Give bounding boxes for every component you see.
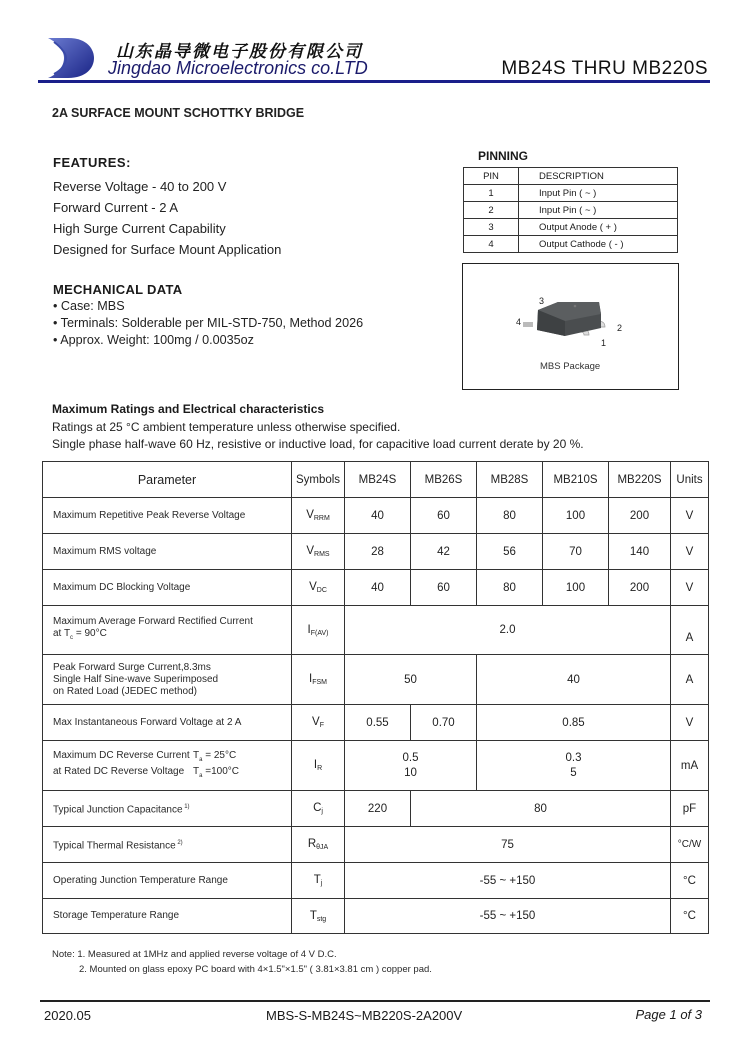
unit-cell: V xyxy=(671,498,709,534)
features-list xyxy=(53,176,281,260)
symbol-sub: R xyxy=(317,765,323,772)
pin-description: Input Pin ( ~ ) xyxy=(519,185,678,202)
param-label: Storage Temperature Range xyxy=(43,899,292,934)
value-cell: 140 xyxy=(609,534,671,570)
symbol-cell xyxy=(292,570,345,606)
company-logo-icon xyxy=(46,36,96,80)
ratings-note-2: Single phase half-wave 60 Hz, resistive or inductive load, for capacitive load current derate by 20 %. xyxy=(52,437,584,451)
condition xyxy=(193,766,239,782)
symbol-base: V xyxy=(306,509,314,521)
param-line: Single Half Sine-wave Superimposed xyxy=(53,673,219,685)
note-1: Note: 1. Measured at 1MHz and applied reverse voltage of 4 V D.C. xyxy=(52,949,337,960)
model-header: MB24S xyxy=(345,462,411,498)
symbol-cell xyxy=(292,791,345,827)
symbol-sub: RMS xyxy=(314,551,330,558)
value-cell: 40 xyxy=(345,498,411,534)
table-header-row xyxy=(43,462,709,498)
pinning-row xyxy=(464,185,678,202)
description-column-header: DESCRIPTION xyxy=(519,168,678,185)
table-row-vf xyxy=(43,705,709,741)
notes-section xyxy=(52,947,432,977)
value-cell: 56 xyxy=(477,534,543,570)
mechanical-item: • Approx. Weight: 100mg / 0.0035oz xyxy=(53,333,254,347)
symbol-cell xyxy=(292,827,345,863)
symbol-cell xyxy=(292,741,345,791)
symbol-sub: DC xyxy=(316,587,327,594)
param-text: at T xyxy=(53,628,71,639)
param-label xyxy=(43,655,292,705)
cond-text: =100°C xyxy=(202,765,239,777)
value-cell: -55 ~ +150 xyxy=(345,899,671,934)
symbol-sub: FSM xyxy=(312,679,327,686)
symbols-header: Symbols xyxy=(292,462,345,498)
mechanical-item: • Case: MBS xyxy=(53,299,125,313)
features-heading: FEATURES: xyxy=(53,155,131,170)
pin-description: Output Anode ( + ) xyxy=(519,219,678,236)
param-line xyxy=(53,628,291,644)
param-sub: c xyxy=(70,635,74,641)
unit-cell: °C/W xyxy=(671,827,709,863)
table-row-tj xyxy=(43,863,709,899)
part-range-title: MB24S THRU MB220S xyxy=(501,58,708,79)
cond-text: T xyxy=(193,749,200,761)
param-text: = 90°C xyxy=(73,628,107,639)
symbol-cell xyxy=(292,863,345,899)
value-cell: -55 ~ +150 xyxy=(345,863,671,899)
param-label xyxy=(43,827,292,863)
symbol-cell xyxy=(292,534,345,570)
value-cell: 100 xyxy=(543,570,609,606)
table-row-vrms xyxy=(43,534,709,570)
company-name-english: Jingdao Microelectronics co.LTD xyxy=(108,58,368,78)
value-cell: 50 xyxy=(345,655,477,705)
value-line: 0.3 xyxy=(565,751,582,764)
param-label xyxy=(43,606,292,655)
param-text: Typical Junction Capacitance xyxy=(53,804,183,816)
symbol-base: I xyxy=(309,673,313,685)
document-subtitle: 2A SURFACE MOUNT SCHOTTKY BRIDGE xyxy=(52,106,305,120)
unit-cell: V xyxy=(671,705,709,741)
unit-cell: A xyxy=(671,606,709,655)
symbol-cell xyxy=(292,655,345,705)
feature-item: Forward Current - 2 A xyxy=(53,200,178,215)
symbol-base: V xyxy=(309,581,317,593)
condition xyxy=(193,750,236,766)
table-row-ir xyxy=(43,741,709,791)
pin-description: Output Cathode ( - ) xyxy=(519,236,678,253)
pkg-pin-3-label: 3 xyxy=(539,296,545,306)
package-label: MBS Package xyxy=(540,361,601,372)
value-cell xyxy=(345,741,477,791)
footer-date: 2020.05 xyxy=(44,1008,91,1023)
param-line: on Rated Load (JEDEC method) xyxy=(53,685,197,697)
value-cell: 75 xyxy=(345,827,671,863)
symbol-base: I xyxy=(307,623,311,636)
unit-cell: V xyxy=(671,534,709,570)
units-header: Units xyxy=(671,462,709,498)
value-line: 5 xyxy=(570,766,577,779)
value-cell: 200 xyxy=(609,498,671,534)
value-cell: 40 xyxy=(345,570,411,606)
symbol-base: V xyxy=(312,716,320,728)
value-cell: 100 xyxy=(543,498,609,534)
value-cell: 42 xyxy=(411,534,477,570)
value-line: 10 xyxy=(404,766,417,779)
symbol-cell xyxy=(292,899,345,934)
param-label xyxy=(43,741,292,791)
unit-cell: mA xyxy=(671,741,709,791)
parameter-header: Parameter xyxy=(43,462,292,498)
param-label: Maximum DC Blocking Voltage xyxy=(43,570,292,606)
param-line xyxy=(53,766,291,782)
unit-cell: °C xyxy=(671,863,709,899)
symbol-base: R xyxy=(307,838,317,850)
footer-doc-code: MBS-S-MB24S~MB220S-2A200V xyxy=(266,1008,463,1023)
pin-number: 3 xyxy=(464,219,519,236)
symbol-base: I xyxy=(313,759,318,771)
pkg-pin-4-label: 4 xyxy=(516,317,522,327)
pin-column-header: PIN xyxy=(464,168,519,185)
mechanical-item: • Terminals: Solderable per MIL-STD-750, Method 2026 xyxy=(53,316,364,330)
value-cell: 80 xyxy=(411,791,671,827)
cond-sub: a xyxy=(199,772,203,779)
footer-page-number: Page 1 of 3 xyxy=(635,1007,702,1022)
ratings-note-1: Ratings at 25 °C ambient temperature unless otherwise specified. xyxy=(52,420,401,434)
model-header: MB28S xyxy=(477,462,543,498)
pin-description: Input Pin ( ~ ) xyxy=(519,202,678,219)
value-cell: 200 xyxy=(609,570,671,606)
unit-cell: pF xyxy=(671,791,709,827)
symbol-sub: F xyxy=(319,722,324,729)
unit-cell: A xyxy=(671,655,709,705)
model-header: MB220S xyxy=(609,462,671,498)
pin-number: 2 xyxy=(464,202,519,219)
pin-number: 4 xyxy=(464,236,519,253)
param-label xyxy=(43,791,292,827)
value-cell: 220 xyxy=(345,791,411,827)
param-label: Operating Junction Temperature Range xyxy=(43,863,292,899)
value-cell xyxy=(477,741,671,791)
table-row-ifsm xyxy=(43,655,709,705)
table-row-cj xyxy=(43,791,709,827)
value-cell: 0.70 xyxy=(411,705,477,741)
mechanical-list xyxy=(53,298,363,349)
value-cell: 60 xyxy=(411,570,477,606)
value-cell: 0.55 xyxy=(345,705,411,741)
model-header: MB210S xyxy=(543,462,609,498)
pinning-header-row xyxy=(464,168,678,185)
param-line: Maximum Average Forward Rectified Current xyxy=(53,616,253,627)
table-row-vdc xyxy=(43,570,709,606)
value-cell: 80 xyxy=(477,570,543,606)
param-label: Maximum Repetitive Peak Reverse Voltage xyxy=(43,498,292,534)
footer-divider xyxy=(40,1000,710,1002)
param-label: Max Instantaneous Forward Voltage at 2 A xyxy=(43,705,292,741)
pinning-row xyxy=(464,236,678,253)
pin-number: 1 xyxy=(464,185,519,202)
table-row-tstg xyxy=(43,899,709,934)
param-line xyxy=(53,750,291,766)
pinning-row xyxy=(464,202,678,219)
symbol-sub: j xyxy=(321,808,323,815)
value-cell: 40 xyxy=(477,655,671,705)
table-row-vrrm xyxy=(43,498,709,534)
note-2: 2. Mounted on glass epoxy PC board with 4×1.5"×1.5" ( 3.81×3.81 cm ) copper pad. xyxy=(79,964,432,975)
param-text: at Rated DC Reverse Voltage xyxy=(53,765,185,777)
symbol-cell xyxy=(292,498,345,534)
value-cell: 70 xyxy=(543,534,609,570)
symbol-sub: θJA xyxy=(316,844,329,851)
header-divider xyxy=(38,80,710,83)
pinning-row xyxy=(464,219,678,236)
feature-item: Designed for Surface Mount Application xyxy=(53,242,282,257)
company-name-chinese: 山东晶导微电子股份有限公司 xyxy=(116,42,363,62)
param-text: Maximum DC Reverse Current xyxy=(53,749,190,761)
value-cell: 0.85 xyxy=(477,705,671,741)
note-ref: 1) xyxy=(182,803,190,810)
cond-text: = 25°C xyxy=(202,749,237,761)
symbol-base: T xyxy=(313,874,321,886)
pkg-pin-1-label: 1 xyxy=(601,338,607,348)
symbol-sub: j xyxy=(320,880,323,887)
cond-sub: a xyxy=(199,756,203,763)
ratings-table xyxy=(42,461,709,934)
note-ref: 2) xyxy=(175,839,183,846)
ratings-heading: Maximum Ratings and Electrical characteristics xyxy=(52,402,325,416)
table-row-rth xyxy=(43,827,709,863)
param-text: Typical Thermal Resistance xyxy=(53,840,176,852)
feature-item: Reverse Voltage - 40 to 200 V xyxy=(53,179,227,194)
value-cell: 60 xyxy=(411,498,477,534)
feature-item: High Surge Current Capability xyxy=(53,221,226,236)
unit-cell: V xyxy=(671,570,709,606)
mechanical-heading: MECHANICAL DATA xyxy=(53,282,183,297)
table-row-ifav xyxy=(43,606,709,655)
model-header: MB26S xyxy=(411,462,477,498)
symbol-sub: F(AV) xyxy=(310,629,329,637)
symbol-sub: stg xyxy=(316,915,327,923)
pinning-table xyxy=(463,167,678,253)
symbol-sub: RRM xyxy=(313,515,330,522)
unit-cell: °C xyxy=(671,899,709,934)
symbol-base: V xyxy=(306,545,315,557)
pkg-pin-2-label: 2 xyxy=(617,323,623,333)
value-cell: 28 xyxy=(345,534,411,570)
value-cell: 80 xyxy=(477,498,543,534)
param-line: Peak Forward Surge Current,8.3ms xyxy=(53,661,211,673)
symbol-base: C xyxy=(313,802,322,814)
value-cell: 2.0 xyxy=(345,606,671,655)
symbol-cell xyxy=(292,705,345,741)
param-label: Maximum RMS voltage xyxy=(43,534,292,570)
value-line: 0.5 xyxy=(402,751,419,764)
pinning-heading: PINNING xyxy=(478,149,529,163)
cond-text: T xyxy=(193,765,200,777)
symbol-cell xyxy=(292,606,345,655)
symbol-base: T xyxy=(309,909,317,922)
